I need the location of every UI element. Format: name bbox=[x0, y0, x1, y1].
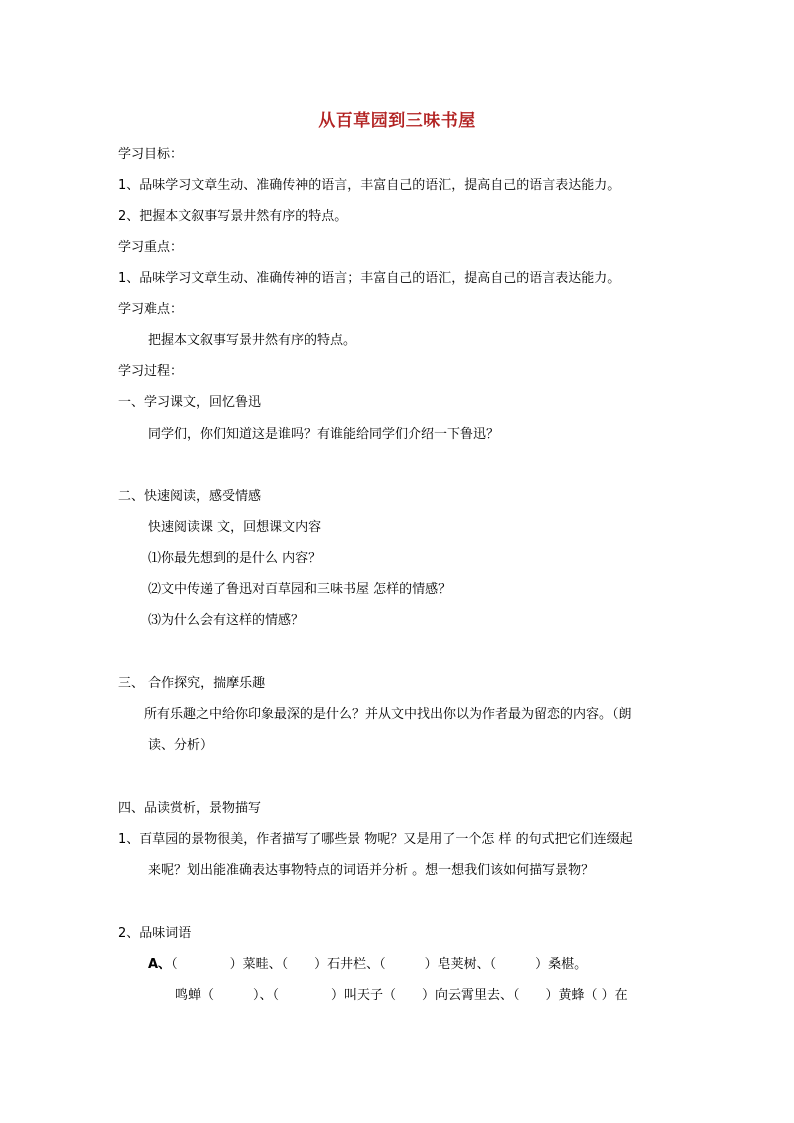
section-3-text-line-1: 所有乐趣之中给你印象最深的是什么？并从文中找出你以为作者最为留恋的内容。（朗 bbox=[144, 707, 632, 722]
fill-in-row-a bbox=[148, 956, 587, 974]
key-points-heading: 学习重点： bbox=[118, 240, 184, 255]
section-2-question-1: ⑴你最先想到的是什么 内容？ bbox=[148, 551, 322, 566]
page-title: 从百草园到三味书屋 bbox=[318, 111, 476, 131]
section-2-intro: 快速阅读课 文，回想课文内容 bbox=[148, 520, 322, 535]
section-2-heading: 二、快速阅读，感受情感 bbox=[118, 489, 262, 504]
section-2-question-2: ⑵文中传递了鲁迅对百草园和三味书屋 怎样的情感？ bbox=[148, 582, 452, 597]
section-4-question-1-line-2: 来呢？划出能准确表达事物特点的词语并分析 。想一想我们该如何描写景物？ bbox=[148, 863, 595, 878]
fill-in-a-label: A、 bbox=[148, 957, 172, 972]
goal-item-2: 2、把握本文叙事写景井然有序的特点。 bbox=[118, 209, 348, 224]
difficulty-item-1: 把握本文叙事写景井然有序的特点。 bbox=[148, 333, 357, 348]
goals-heading: 学习目标： bbox=[118, 147, 184, 162]
section-2-question-3: ⑶为什么会有这样的情感？ bbox=[148, 613, 305, 628]
fill-in-a-line-1: （ ）菜畦、（ ）石井栏、（ ）皂荚树、（ ）桑椹。 bbox=[171, 957, 588, 972]
section-3-text-line-2: 读、分析） bbox=[148, 738, 214, 753]
fill-in-a-line-2: 鸣蝉（ ）、（ ）叫天子（ ）向云霄里去、（ ）黄蜂（ ）在 bbox=[175, 988, 628, 1003]
section-4-heading: 四、品读赏析，景物描写 bbox=[118, 801, 262, 816]
difficulty-heading: 学习难点： bbox=[118, 302, 184, 317]
section-1-heading: 一、学习课文，回忆鲁迅 bbox=[118, 395, 262, 410]
process-heading: 学习过程： bbox=[118, 364, 184, 379]
key-point-item-1: 1、品味学习文章生动、准确传神的语言；丰富自己的语汇，提高自己的语言表达能力。 bbox=[118, 271, 621, 286]
section-4-question-2: 2、品味词语 bbox=[118, 926, 192, 941]
goal-item-1: 1、品味学习文章生动、准确传神的语言，丰富自己的语汇，提高自己的语言表达能力。 bbox=[118, 178, 621, 193]
section-4-question-1-line-1: 1、百草园的景物很美，作者描写了哪些景 物呢？又是用了一个怎 样 的句式把它们连缀起 bbox=[118, 832, 633, 847]
section-3-heading: 三、 合作探究，揣摩乐趣 bbox=[118, 676, 266, 691]
section-1-text: 同学们，你们知道这是谁吗？有谁能给同学们介绍一下鲁迅？ bbox=[148, 427, 500, 442]
